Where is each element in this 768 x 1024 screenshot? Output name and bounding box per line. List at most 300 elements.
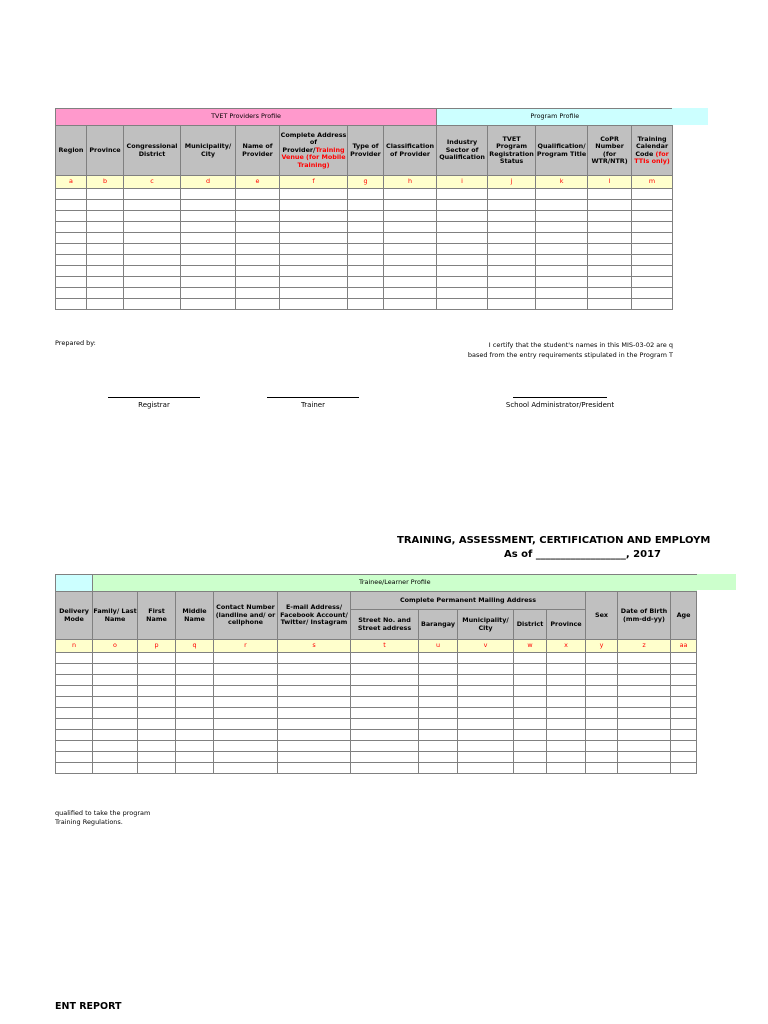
empty-cell[interactable] xyxy=(138,697,176,708)
empty-cell[interactable] xyxy=(93,752,138,763)
empty-cell[interactable] xyxy=(87,244,124,255)
empty-cell[interactable] xyxy=(280,233,348,244)
empty-cell[interactable] xyxy=(547,763,586,774)
empty-cell[interactable] xyxy=(536,299,588,310)
empty-cell[interactable] xyxy=(618,763,671,774)
empty-cell[interactable] xyxy=(181,222,236,233)
empty-cell[interactable] xyxy=(586,719,618,730)
empty-cell[interactable] xyxy=(278,708,351,719)
empty-cell[interactable] xyxy=(547,719,586,730)
empty-cell[interactable] xyxy=(514,730,547,741)
empty-cell[interactable] xyxy=(280,200,348,211)
empty-cell[interactable] xyxy=(419,752,458,763)
empty-cell[interactable] xyxy=(618,741,671,752)
empty-cell[interactable] xyxy=(458,763,514,774)
empty-cell[interactable] xyxy=(488,233,536,244)
empty-cell[interactable] xyxy=(181,233,236,244)
empty-cell[interactable] xyxy=(536,200,588,211)
empty-cell[interactable] xyxy=(632,200,673,211)
empty-cell[interactable] xyxy=(176,708,214,719)
empty-cell[interactable] xyxy=(236,244,280,255)
empty-cell[interactable] xyxy=(181,200,236,211)
empty-cell[interactable] xyxy=(351,686,419,697)
empty-cell[interactable] xyxy=(351,697,419,708)
empty-cell[interactable] xyxy=(181,277,236,288)
empty-cell[interactable] xyxy=(348,266,384,277)
empty-cell[interactable] xyxy=(181,266,236,277)
empty-cell[interactable] xyxy=(384,222,437,233)
empty-cell[interactable] xyxy=(632,189,673,200)
empty-cell[interactable] xyxy=(671,653,697,664)
empty-cell[interactable] xyxy=(124,189,181,200)
empty-cell[interactable] xyxy=(547,752,586,763)
empty-cell[interactable] xyxy=(56,675,93,686)
empty-cell[interactable] xyxy=(437,255,488,266)
empty-cell[interactable] xyxy=(176,675,214,686)
empty-cell[interactable] xyxy=(437,288,488,299)
empty-cell[interactable] xyxy=(351,675,419,686)
empty-cell[interactable] xyxy=(588,255,632,266)
empty-cell[interactable] xyxy=(632,222,673,233)
empty-cell[interactable] xyxy=(56,222,87,233)
empty-cell[interactable] xyxy=(351,752,419,763)
qualified-line-1: qualified to take the program xyxy=(55,809,151,817)
empty-cell[interactable] xyxy=(278,763,351,774)
empty-cell[interactable] xyxy=(56,244,87,255)
empty-cell[interactable] xyxy=(87,277,124,288)
empty-cell[interactable] xyxy=(348,299,384,310)
empty-cell[interactable] xyxy=(176,664,214,675)
empty-cell[interactable] xyxy=(437,299,488,310)
empty-cell[interactable] xyxy=(280,255,348,266)
empty-cell[interactable] xyxy=(514,763,547,774)
empty-cell[interactable] xyxy=(138,664,176,675)
empty-cell[interactable] xyxy=(618,730,671,741)
empty-cell[interactable] xyxy=(586,752,618,763)
empty-cell[interactable] xyxy=(547,664,586,675)
empty-cell[interactable] xyxy=(56,299,87,310)
empty-cell[interactable] xyxy=(138,741,176,752)
empty-cell[interactable] xyxy=(87,255,124,266)
empty-cell[interactable] xyxy=(514,708,547,719)
empty-cell[interactable] xyxy=(93,675,138,686)
empty-cell[interactable] xyxy=(514,675,547,686)
empty-cell[interactable] xyxy=(56,233,87,244)
empty-cell[interactable] xyxy=(124,277,181,288)
empty-cell[interactable] xyxy=(437,189,488,200)
empty-cell[interactable] xyxy=(632,299,673,310)
empty-cell[interactable] xyxy=(214,763,278,774)
empty-cell[interactable] xyxy=(632,255,673,266)
empty-cell[interactable] xyxy=(437,211,488,222)
empty-cell[interactable] xyxy=(87,233,124,244)
empty-cell[interactable] xyxy=(618,719,671,730)
empty-cell[interactable] xyxy=(536,189,588,200)
empty-cell[interactable] xyxy=(437,200,488,211)
empty-cell[interactable] xyxy=(384,233,437,244)
empty-cell[interactable] xyxy=(437,277,488,288)
empty-cell[interactable] xyxy=(124,222,181,233)
empty-cell[interactable] xyxy=(458,675,514,686)
empty-cell[interactable] xyxy=(87,222,124,233)
empty-cell[interactable] xyxy=(176,730,214,741)
empty-cell[interactable] xyxy=(278,675,351,686)
empty-cell[interactable] xyxy=(384,244,437,255)
empty-cell[interactable] xyxy=(280,299,348,310)
empty-cell[interactable] xyxy=(536,211,588,222)
empty-cell[interactable] xyxy=(138,675,176,686)
empty-cell[interactable] xyxy=(384,255,437,266)
empty-cell[interactable] xyxy=(87,200,124,211)
empty-cell[interactable] xyxy=(618,697,671,708)
empty-cell[interactable] xyxy=(437,244,488,255)
empty-cell[interactable] xyxy=(488,244,536,255)
empty-cell[interactable] xyxy=(236,211,280,222)
empty-cell[interactable] xyxy=(458,664,514,675)
empty-cell[interactable] xyxy=(586,697,618,708)
empty-cell[interactable] xyxy=(458,686,514,697)
empty-cell[interactable] xyxy=(124,299,181,310)
empty-cell[interactable] xyxy=(56,189,87,200)
empty-data-row xyxy=(56,233,673,244)
empty-cell[interactable] xyxy=(588,277,632,288)
empty-cell[interactable] xyxy=(632,233,673,244)
empty-cell[interactable] xyxy=(514,719,547,730)
empty-cell[interactable] xyxy=(348,244,384,255)
empty-cell[interactable] xyxy=(384,288,437,299)
empty-cell[interactable] xyxy=(419,763,458,774)
empty-cell[interactable] xyxy=(671,686,697,697)
empty-cell[interactable] xyxy=(138,730,176,741)
empty-cell[interactable] xyxy=(280,277,348,288)
empty-cell[interactable] xyxy=(93,697,138,708)
empty-cell[interactable] xyxy=(536,277,588,288)
empty-cell[interactable] xyxy=(514,697,547,708)
empty-cell[interactable] xyxy=(236,233,280,244)
empty-cell[interactable] xyxy=(588,266,632,277)
empty-cell[interactable] xyxy=(176,763,214,774)
empty-cell[interactable] xyxy=(458,697,514,708)
empty-cell[interactable] xyxy=(419,697,458,708)
empty-cell[interactable] xyxy=(87,299,124,310)
empty-cell[interactable] xyxy=(56,266,87,277)
empty-cell[interactable] xyxy=(514,686,547,697)
empty-cell[interactable] xyxy=(348,222,384,233)
empty-cell[interactable] xyxy=(56,653,93,664)
empty-cell[interactable] xyxy=(124,233,181,244)
empty-cell[interactable] xyxy=(437,266,488,277)
empty-cell[interactable] xyxy=(586,741,618,752)
empty-cell[interactable] xyxy=(93,730,138,741)
empty-cell[interactable] xyxy=(236,266,280,277)
empty-cell[interactable] xyxy=(124,211,181,222)
empty-cell[interactable] xyxy=(536,266,588,277)
empty-cell[interactable] xyxy=(138,763,176,774)
empty-cell[interactable] xyxy=(278,664,351,675)
empty-cell[interactable] xyxy=(351,664,419,675)
empty-cell[interactable] xyxy=(488,266,536,277)
empty-cell[interactable] xyxy=(488,189,536,200)
empty-cell[interactable] xyxy=(384,189,437,200)
empty-cell[interactable] xyxy=(138,708,176,719)
empty-cell[interactable] xyxy=(536,288,588,299)
empty-cell[interactable] xyxy=(236,299,280,310)
empty-cell[interactable] xyxy=(280,244,348,255)
empty-cell[interactable] xyxy=(536,222,588,233)
empty-cell[interactable] xyxy=(236,255,280,266)
empty-cell[interactable] xyxy=(588,200,632,211)
empty-cell[interactable] xyxy=(547,697,586,708)
empty-cell[interactable] xyxy=(536,233,588,244)
empty-cell[interactable] xyxy=(547,730,586,741)
empty-cell[interactable] xyxy=(632,211,673,222)
empty-cell[interactable] xyxy=(514,741,547,752)
empty-cell[interactable] xyxy=(384,266,437,277)
empty-cell[interactable] xyxy=(671,719,697,730)
empty-cell[interactable] xyxy=(351,730,419,741)
empty-cell[interactable] xyxy=(488,222,536,233)
empty-cell[interactable] xyxy=(348,277,384,288)
empty-cell[interactable] xyxy=(458,741,514,752)
empty-cell[interactable] xyxy=(586,675,618,686)
empty-cell[interactable] xyxy=(514,653,547,664)
empty-cell[interactable] xyxy=(514,664,547,675)
empty-cell[interactable] xyxy=(280,222,348,233)
empty-cell[interactable] xyxy=(56,719,93,730)
empty-cell[interactable] xyxy=(458,708,514,719)
empty-cell[interactable] xyxy=(632,277,673,288)
empty-cell[interactable] xyxy=(56,288,87,299)
empty-cell[interactable] xyxy=(547,653,586,664)
empty-cell[interactable] xyxy=(632,288,673,299)
empty-cell[interactable] xyxy=(384,277,437,288)
empty-cell[interactable] xyxy=(348,288,384,299)
empty-cell[interactable] xyxy=(280,288,348,299)
empty-cell[interactable] xyxy=(588,288,632,299)
empty-cell[interactable] xyxy=(588,233,632,244)
empty-cell[interactable] xyxy=(618,653,671,664)
empty-cell[interactable] xyxy=(176,741,214,752)
empty-cell[interactable] xyxy=(93,653,138,664)
empty-cell[interactable] xyxy=(138,719,176,730)
empty-cell[interactable] xyxy=(547,741,586,752)
empty-cell[interactable] xyxy=(348,189,384,200)
empty-cell[interactable] xyxy=(348,255,384,266)
empty-cell[interactable] xyxy=(214,675,278,686)
empty-cell[interactable] xyxy=(348,200,384,211)
empty-cell[interactable] xyxy=(138,752,176,763)
empty-cell[interactable] xyxy=(671,763,697,774)
empty-cell[interactable] xyxy=(280,266,348,277)
empty-cell[interactable] xyxy=(56,697,93,708)
empty-cell[interactable] xyxy=(278,719,351,730)
empty-cell[interactable] xyxy=(176,752,214,763)
empty-cell[interactable] xyxy=(618,752,671,763)
empty-cell[interactable] xyxy=(93,664,138,675)
empty-cell[interactable] xyxy=(547,675,586,686)
empty-cell[interactable] xyxy=(632,266,673,277)
empty-cell[interactable] xyxy=(586,730,618,741)
empty-cell[interactable] xyxy=(87,288,124,299)
empty-cell[interactable] xyxy=(588,299,632,310)
empty-cell[interactable] xyxy=(87,211,124,222)
empty-cell[interactable] xyxy=(214,752,278,763)
empty-cell[interactable] xyxy=(618,708,671,719)
empty-cell[interactable] xyxy=(384,299,437,310)
empty-cell[interactable] xyxy=(124,266,181,277)
empty-cell[interactable] xyxy=(236,288,280,299)
empty-cell[interactable] xyxy=(214,697,278,708)
empty-cell[interactable] xyxy=(458,653,514,664)
empty-cell[interactable] xyxy=(124,244,181,255)
empty-cell[interactable] xyxy=(214,653,278,664)
empty-cell[interactable] xyxy=(93,763,138,774)
empty-cell[interactable] xyxy=(588,222,632,233)
empty-cell[interactable] xyxy=(278,741,351,752)
empty-cell[interactable] xyxy=(618,686,671,697)
empty-cell[interactable] xyxy=(214,730,278,741)
empty-cell[interactable] xyxy=(458,719,514,730)
empty-cell[interactable] xyxy=(351,708,419,719)
empty-cell[interactable] xyxy=(280,189,348,200)
empty-cell[interactable] xyxy=(56,752,93,763)
empty-cell[interactable] xyxy=(419,708,458,719)
empty-cell[interactable] xyxy=(348,233,384,244)
empty-cell[interactable] xyxy=(176,697,214,708)
empty-cell[interactable] xyxy=(419,664,458,675)
empty-cell[interactable] xyxy=(586,708,618,719)
empty-cell[interactable] xyxy=(214,741,278,752)
empty-cell[interactable] xyxy=(437,222,488,233)
empty-cell[interactable] xyxy=(278,653,351,664)
empty-cell[interactable] xyxy=(181,189,236,200)
empty-cell[interactable] xyxy=(488,255,536,266)
empty-cell[interactable] xyxy=(588,211,632,222)
empty-cell[interactable] xyxy=(56,763,93,774)
empty-cell[interactable] xyxy=(458,752,514,763)
empty-cell[interactable] xyxy=(93,719,138,730)
empty-cell[interactable] xyxy=(547,708,586,719)
registrar-signature xyxy=(108,397,200,409)
empty-cell[interactable] xyxy=(514,752,547,763)
empty-cell[interactable] xyxy=(671,708,697,719)
empty-cell[interactable] xyxy=(632,244,673,255)
empty-cell[interactable] xyxy=(351,719,419,730)
empty-cell[interactable] xyxy=(181,244,236,255)
empty-cell[interactable] xyxy=(56,211,87,222)
empty-cell[interactable] xyxy=(488,288,536,299)
empty-cell[interactable] xyxy=(56,708,93,719)
empty-cell[interactable] xyxy=(278,697,351,708)
empty-cell[interactable] xyxy=(138,686,176,697)
empty-cell[interactable] xyxy=(618,664,671,675)
empty-cell[interactable] xyxy=(671,752,697,763)
empty-cell[interactable] xyxy=(87,189,124,200)
empty-cell[interactable] xyxy=(56,741,93,752)
empty-cell[interactable] xyxy=(437,233,488,244)
empty-cell[interactable] xyxy=(56,277,87,288)
empty-cell[interactable] xyxy=(586,686,618,697)
empty-cell[interactable] xyxy=(419,719,458,730)
empty-cell[interactable] xyxy=(214,719,278,730)
empty-cell[interactable] xyxy=(93,708,138,719)
empty-cell[interactable] xyxy=(280,211,348,222)
empty-cell[interactable] xyxy=(671,664,697,675)
empty-cell[interactable] xyxy=(181,299,236,310)
empty-cell[interactable] xyxy=(588,189,632,200)
empty-cell[interactable] xyxy=(93,686,138,697)
empty-cell[interactable] xyxy=(181,288,236,299)
empty-cell[interactable] xyxy=(56,664,93,675)
empty-cell[interactable] xyxy=(419,686,458,697)
empty-cell[interactable] xyxy=(56,730,93,741)
empty-cell[interactable] xyxy=(547,686,586,697)
empty-cell[interactable] xyxy=(671,697,697,708)
empty-cell[interactable] xyxy=(588,244,632,255)
empty-cell[interactable] xyxy=(56,200,87,211)
empty-cell[interactable] xyxy=(384,200,437,211)
empty-cell[interactable] xyxy=(181,211,236,222)
empty-cell[interactable] xyxy=(351,741,419,752)
empty-cell[interactable] xyxy=(87,266,124,277)
empty-cell[interactable] xyxy=(236,277,280,288)
empty-cell[interactable] xyxy=(278,686,351,697)
empty-cell[interactable] xyxy=(536,255,588,266)
empty-cell[interactable] xyxy=(351,653,419,664)
empty-cell[interactable] xyxy=(214,708,278,719)
empty-cell[interactable] xyxy=(671,675,697,686)
empty-cell[interactable] xyxy=(488,200,536,211)
empty-cell[interactable] xyxy=(351,763,419,774)
empty-cell[interactable] xyxy=(419,741,458,752)
empty-cell[interactable] xyxy=(618,675,671,686)
empty-cell[interactable] xyxy=(419,653,458,664)
empty-cell[interactable] xyxy=(419,730,458,741)
empty-cell[interactable] xyxy=(384,211,437,222)
empty-cell[interactable] xyxy=(214,686,278,697)
empty-cell[interactable] xyxy=(93,741,138,752)
empty-cell[interactable] xyxy=(488,299,536,310)
empty-cell[interactable] xyxy=(278,730,351,741)
empty-cell[interactable] xyxy=(536,244,588,255)
empty-cell[interactable] xyxy=(124,288,181,299)
empty-cell[interactable] xyxy=(176,653,214,664)
empty-cell[interactable] xyxy=(176,719,214,730)
empty-cell[interactable] xyxy=(56,255,87,266)
empty-cell[interactable] xyxy=(124,255,181,266)
empty-cell[interactable] xyxy=(181,255,236,266)
empty-cell[interactable] xyxy=(419,675,458,686)
empty-cell[interactable] xyxy=(176,686,214,697)
empty-cell[interactable] xyxy=(586,664,618,675)
empty-cell[interactable] xyxy=(236,222,280,233)
empty-cell[interactable] xyxy=(671,730,697,741)
empty-cell[interactable] xyxy=(586,653,618,664)
empty-cell[interactable] xyxy=(488,211,536,222)
empty-cell[interactable] xyxy=(138,653,176,664)
empty-cell[interactable] xyxy=(348,211,384,222)
empty-cell[interactable] xyxy=(488,277,536,288)
empty-cell[interactable] xyxy=(56,686,93,697)
empty-cell[interactable] xyxy=(278,752,351,763)
empty-cell[interactable] xyxy=(671,741,697,752)
empty-cell[interactable] xyxy=(236,189,280,200)
empty-cell[interactable] xyxy=(214,664,278,675)
empty-cell[interactable] xyxy=(124,200,181,211)
empty-cell[interactable] xyxy=(236,200,280,211)
empty-cell[interactable] xyxy=(458,730,514,741)
empty-cell[interactable] xyxy=(586,763,618,774)
